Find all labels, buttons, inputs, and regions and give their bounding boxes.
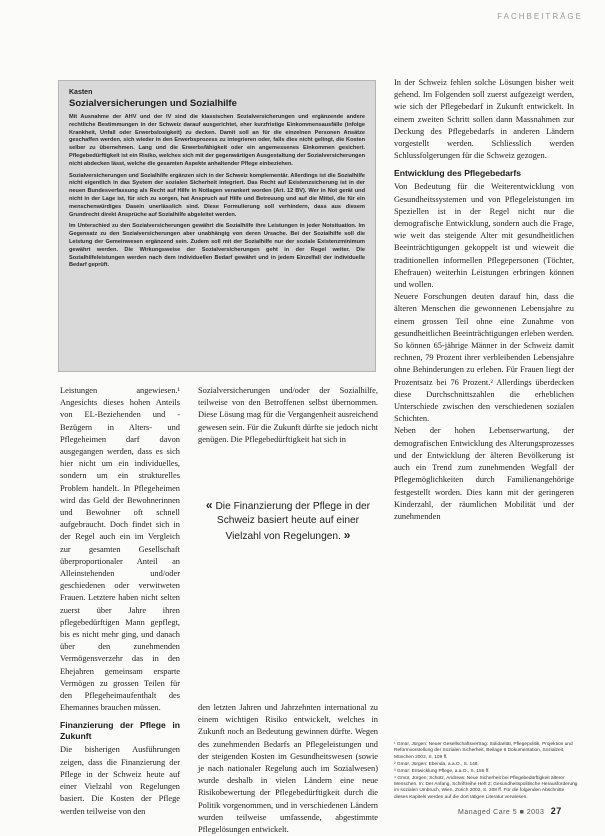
footnote: ³ Gmür: Entwicklung Pflege, a.a.O., S. 156 ff. [394,768,490,774]
body-paragraph: Von Bedeutung für die Weiterentwicklung von Gesundheitssystemen und von Pflegeleistungen im Speziellen ist in der Regel nicht nur die demografische Entwicklung, sondern auch die Frage, wie weit das steigende Alter mit gesundheitlichen Beeinträchtigungen gekoppelt ist und wieweit die traditionellen informellen Pflegepersonen (Töchter, Ehefrauen) weiterhin Leistungen erbringen können und wollen. [394,182,574,290]
close-quote-mark: » [343,528,351,542]
column-2-top [198,385,378,485]
page-number: 27 [550,806,562,816]
box-paragraph: Mit Ausnahme der AHV und der IV sind die klassischen Sozialversicherungen und ergänzende andere rechtliche Bestimmungen in der Schweiz darauf ausgerichtet, eher kurzfristige Einkommensausfälle (infolge Krankheit, Unfall oder Erwerbslosigkeit) zu decken. Damit soll an für die einzelnen Personen Ansätze geschaffen werden, sich wieder in den Erwerbsprozess zu integrieren oder, falls dies nicht gelingt, die Kosten selber zu übernehmen. Lang und die Erwerbsfähigkeit oder ein angemessenes Einkommen gesichert. Pflegebedürftigkeit ist ein Risiko, welches sich mit der gegenwärtigen Ausgestaltung der Sozialversicherungen nicht abdecken lässt, welche die gesamten Aspekte anhaltender Pflege einbeziehen. [69,114,365,167]
box-title: Sozialversicherungen und Sozialhilfe [69,98,237,109]
footnote: ¹ Gmür, Jürgen: Neuer Gesellschaftsvertrag: Solidarität, Pflegepolitik, Projektion und Reformvorstellung der Sozialen Sicherheit, Beilage 6 Dokumentation, Sozialzeit, München 2002, S. 109 ff. [394,742,573,760]
column-2-bottom [198,702,378,835]
page-footer [458,806,562,816]
body-paragraph: Neuere Forschungen deuten darauf hin, dass die älteren Menschen die gewonnenen Lebensjahre zu einem grossen Teil ohne eine Zunahme von gesundheitlichen Beeinträchtigungen erleben werden. So können 65-jährige Männer in der Schweiz damit rechnen, 79 Prozent ihrer verbleibenden Lebensjahre ohne Behinderungen zu erleben. Für Frauen liegt der Prozentsatz bei 76 Prozent.² Allerdings überdecken diese Durchschnittszahlen die erheblichen Unterschiede zwischen den verschiedenen sozialen Schichten. [394,292,574,424]
column-3 [394,77,574,817]
body-paragraph: Leistungen angewiesen.¹ Angesichts dieses hohen Anteils von EL-Beziehenden und -Bezügern in Alters- und Pflegeheimen darf davon ausgegangen werden, dass es sich hier nicht um ein individuelles, sondern um ein strukturelles Problem handelt. In Pflegeheimen wird das Geld der Bewohnerinnen und Bewohner oft schnell aufgebraucht. Doch findet sich in der Regel auch ein im Vergleich zur gesamten Gesellschaft überproportionaler Anteil an Alleinstehenden und/oder geschiedenen oder verwitweten Frauen. Letztere haben nicht selten zuerst über Jahre ihren pflegebedürftigen Mann gepflegt, bis es nicht mehr ging, und danach über den zunehmenden Vermögensverzehr das in den Ehejahren gemeinsam ersparte Vermögen zu grossen Teilen für den Pflegeheimaufenthalt des Ehemannes brauchen müssen. [60,386,180,713]
body-paragraph: Neben der hohen Lebenserwartung, der demografischen Entwicklung des Alterungsprozesses und der Entwicklung der älteren Bevölkerung ist auch ein Trend zum zunehmenden Wegfall der Pflegemöglichkeiten durch Familienangehörige festgestellt worden. Dies kann mit der geringeren Kinderzahl, der räumlichen Mobilität und der zunehmenden [394,426,574,521]
body-paragraph: In der Schweiz fehlen solche Lösungen bisher weit gehend. Im Folgenden soll zuerst aufgezeigt werden, wie sich der Pflegebedarf in Zukunft entwickelt. In einem zweiten Schritt sollen dann Massnahmen zur Deckung des Pflegebedarfs in anderen Ländern vorgestellt werden. Schliesslich werden Schlussfolgerungen für die Schweiz gezogen. [394,78,574,161]
info-box [58,80,376,372]
body-paragraph: den letzten Jahren und Jahrzehnten international zu einem wichtigen Risiko entwickelt, welches in Zukunft noch an Bedeutung gewinnen dürfte. Wegen des zunehmenden Bedarfs an Pflegeleistungen und der steigenden Kosten im Gesundheitswesen (sowie je nach nationaler Regelung auch im Sozialwesen) wurde deshalb in vielen Ländern eine neue Risikobewertung der Pflegebedürftigkeit durch die Politik vorgenommen, und in verschiedenen Ländern wurden teilweise umfassende, abgestimmte Pflegelösungen entwickelt. [198,703,378,835]
footnote: ⁴ Gmür, Jürgen; Schütz, Andreas: Neue Sicherheit bei Pflegebedürftigkeit älterer Menschen. In: Der Anfang, Schriftreihe Heft 2; Gesundheitspolitische Herausforderung im sozialen Umbruch, Wien, Zürich 2002, S. 208 ff. Für die folgenden Abschnitte dieses Kapitels werden auf die dort tätigen Literatur verwiesen. [394,775,578,800]
body-paragraph: Sozialversicherungen und/oder der Sozialhilfe, teilweise von den Betroffenen selbst übernommen. Diese Lösung mag für die Vergangenheit ausreichend gewesen sein. Für die Zukunft dürfte sie jedoch nicht genügen. Die Pflegebedürftigkeit hat sich in [198,386,378,444]
box-kicker: Kasten [69,89,93,96]
section-heading: Entwicklung des Pflegebedarfs [394,168,522,179]
box-paragraph: Sozialversicherungen und Sozialhilfe ergänzen sich in der Schweiz komplementär. Allerdings ist die Sozialhilfe nicht eigentlich in das System der sozialen Sicherheit integriert. Das Recht auf Existenzsicherung ist in der neuen Bundesverfassung als Recht auf Hilfe in Notlagen verankert worden (Art. 12 BV). Wer in Not gerät und nicht in der Lage ist, für sich zu sorgen, hat Anspruch auf Hilfe und Betreuung und auf die Mittel, die für ein menschenwürdiges Dasein unerlässlich sind. Diese Formulierung soll verhindern, dass aus diesem Grundrecht direkt Ansprüche auf Sozialhilfe abgeleitet werden. [69,172,365,218]
pull-quote [200,498,376,544]
footnotes [394,742,578,802]
footnote: ² Gmür, Jürgen: Ebenda, a.a.O., S. 148. [394,761,479,767]
pull-quote-text: Die Finanzierung der Pflege in der Schweiz basiert heute auf einer Vielzahl von Regelungen. [215,501,371,542]
section-heading: Finanzierung der Pflege in Zukunft [60,720,180,742]
open-quote-mark: « [205,498,213,512]
body-paragraph: Die bisherigen Ausführungen zeigen, dass die Finanzierung der Pflege in der Schweiz heute auf einer Vielzahl von Regelungen basiert. Die Kosten der Pflege werden teilweise von den [60,745,180,816]
box-paragraph: Im Unterschied zu den Sozialversicherungen gewährt die Sozialhilfe ihre Leistungen in jeder Notsituation. Im Gegensatz zu den Sozialversicherungen aber unabhängig von deren Ursache. Bei der Sozialhilfe soll die Leistung der Gemeinwesen ergänzend sein. Zudem soll mit der Sozialhilfe nur der soziale Existenzminimum gewährt werden. Die Wirkungsweise der Sozialversicherungen geht in der Regel weiter. Die Sozialhilfeleistungen werden nach dem individuellen Bedarf gewährt und in jedem Einzelfall der individuelle Bedarf geprüft. [69,223,365,269]
running-head: FACHBEITRÄGE [497,12,583,21]
column-1 [60,385,180,816]
journal-name: Managed Care 5 ■ 2003 [458,809,545,816]
